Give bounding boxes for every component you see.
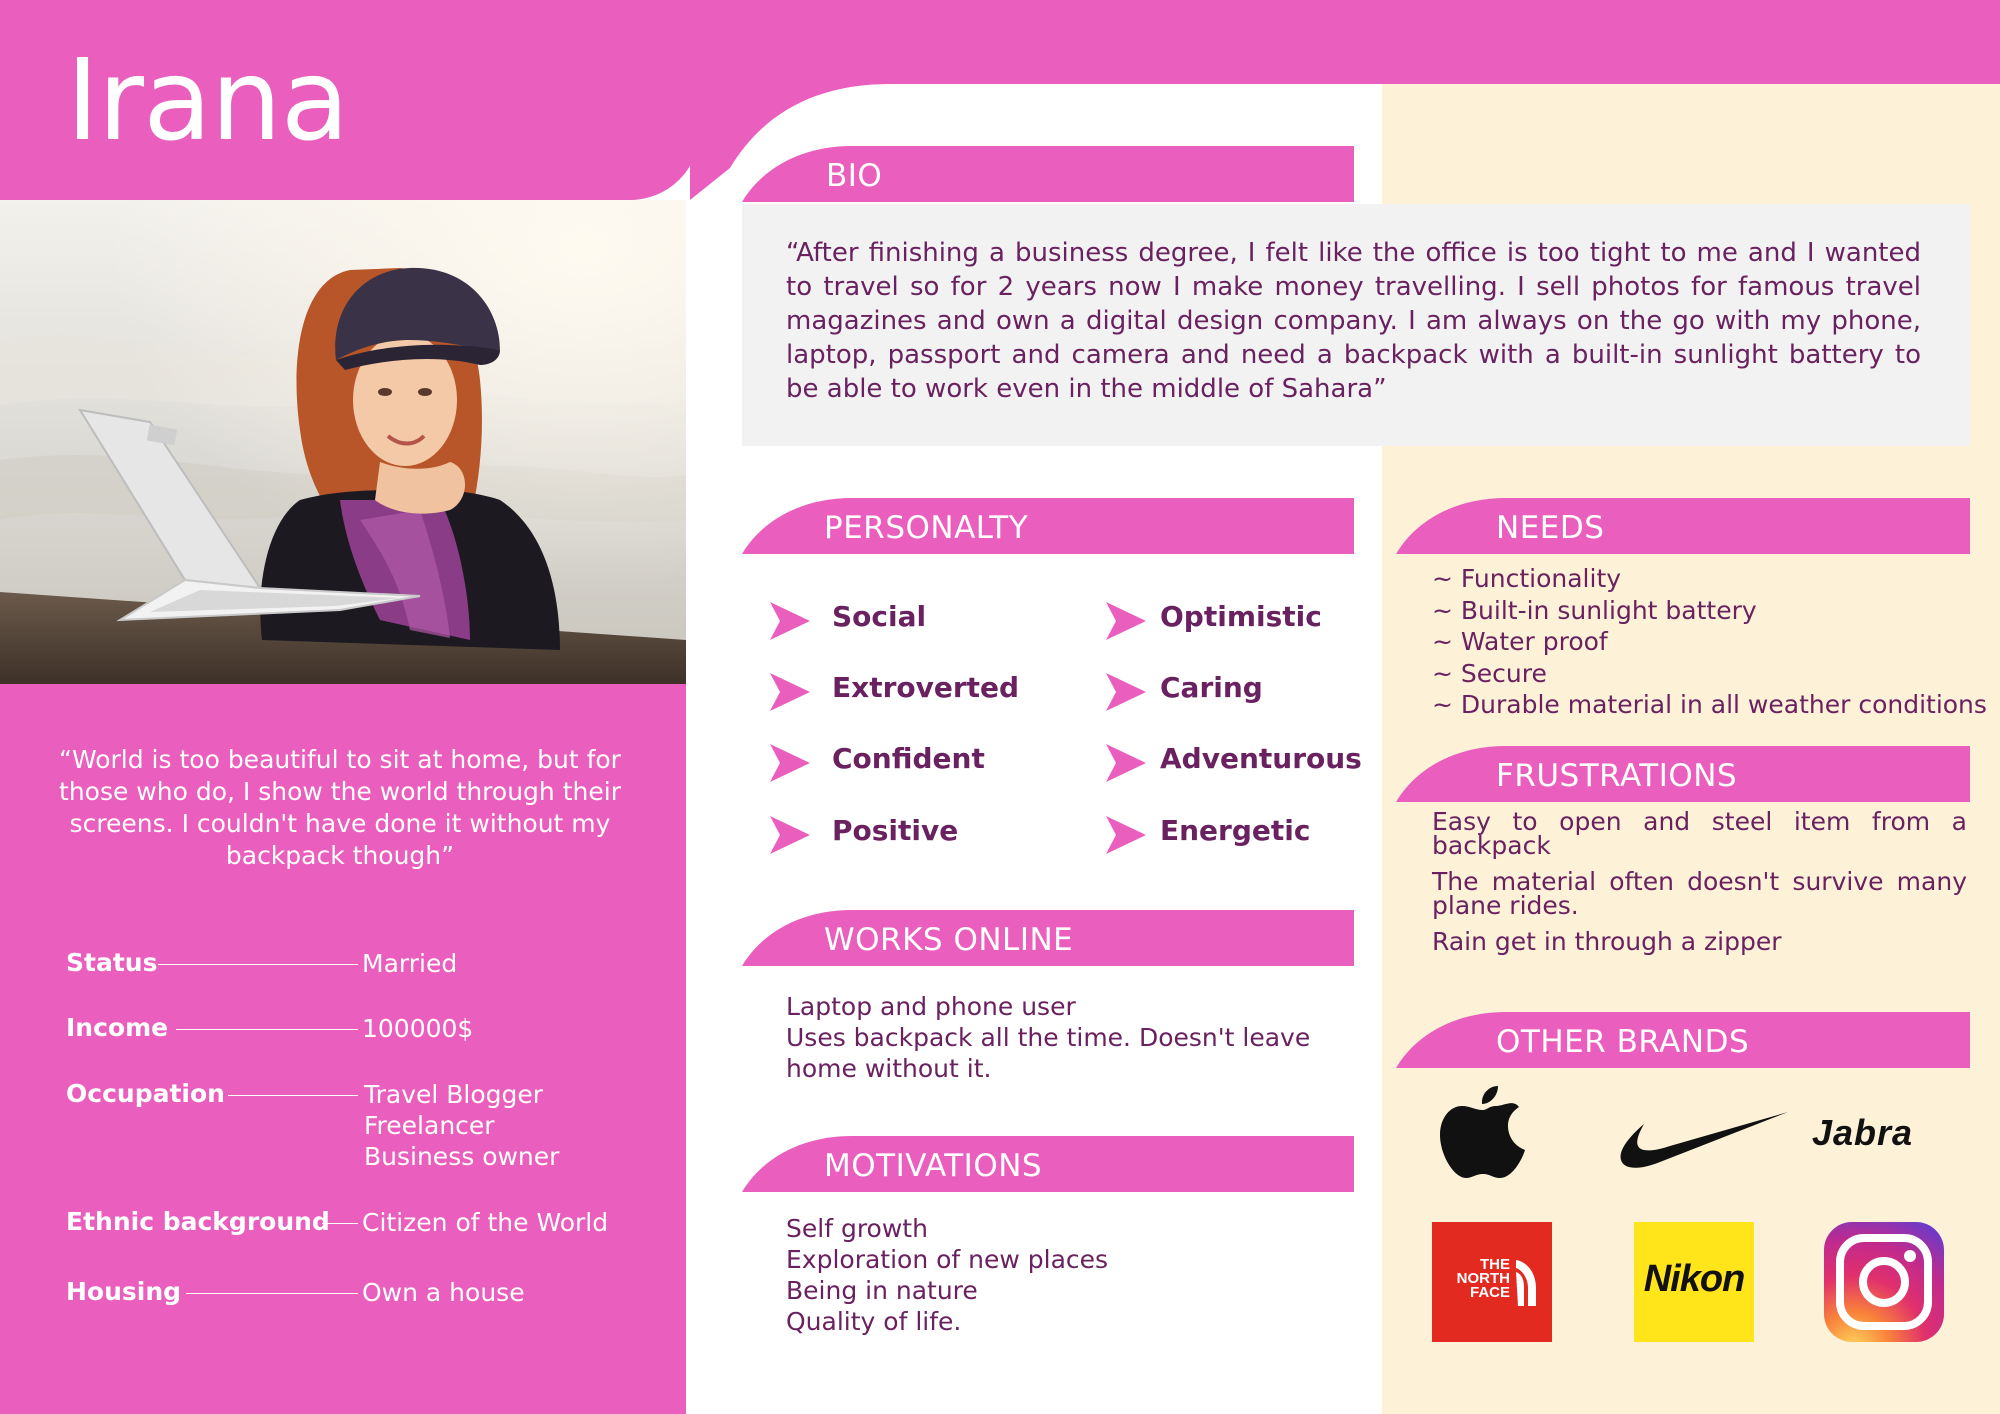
- nikon-logo-text: Nikon: [1643, 1258, 1745, 1300]
- nikon-logo: [1634, 1222, 1754, 1342]
- motivation-item: Self growth: [786, 1214, 928, 1243]
- arrow-icon: [768, 742, 812, 784]
- trait-label: Extroverted: [832, 671, 1020, 704]
- persona-quote: “World is too beautiful to sit at home, but for those who do, I show the world through their screens. I couldn't have done it without my backpack though”: [59, 745, 621, 870]
- trait-label: Confident: [832, 742, 985, 775]
- motivation-item: Being in nature: [786, 1276, 978, 1305]
- info-value: Own a house: [362, 1278, 525, 1307]
- section-title: OTHER BRANDS: [1496, 1024, 1750, 1060]
- section-header-frustrations: [1396, 746, 1970, 802]
- section-header-motivations: [742, 1136, 1354, 1192]
- persona-photo: [0, 200, 686, 684]
- need-item: ~ Functionality: [1432, 564, 1622, 593]
- info-connector: [228, 1095, 358, 1096]
- info-connector: [322, 1223, 358, 1224]
- trait-label: Social: [832, 600, 927, 633]
- apple-logo-icon: [1440, 1080, 1526, 1180]
- info-label: Ethnic background: [66, 1207, 330, 1236]
- info-value: Business owner: [364, 1142, 560, 1171]
- works-online-line: home without it.: [786, 1054, 992, 1083]
- arrow-icon: [1104, 814, 1148, 856]
- bio-text: “After finishing a business degree, I felt like the office is too tight to me and I wanted to travel so for 2 years now I make money travelling. I sell photos for famous travel magazines and own a digital design company. I am always on the go with my phone, laptop, passport and camera and need a backpack with a built-in sunlight battery to be able to work even in the middle of Sahara”: [786, 238, 1921, 404]
- motivation-item: Quality of life.: [786, 1307, 962, 1336]
- info-connector: [158, 964, 358, 965]
- section-title: WORKS ONLINE: [824, 922, 1074, 958]
- works-online-text: [786, 991, 1310, 1084]
- section-title: BIO: [826, 158, 883, 194]
- section-header-bio: [742, 146, 1354, 202]
- trait-label: Positive: [832, 814, 959, 847]
- trait-label: Optimistic: [1160, 600, 1322, 633]
- info-row-housing: [66, 1277, 666, 1311]
- info-connector: [186, 1293, 358, 1294]
- info-row-occupation: [66, 1079, 666, 1189]
- info-value: 100000$: [362, 1014, 474, 1043]
- arrow-icon: [1104, 671, 1148, 713]
- instagram-logo-icon: [1824, 1222, 1944, 1342]
- arrow-icon: [1104, 742, 1148, 784]
- need-item: ~ Durable material in all weather conditions: [1432, 690, 1987, 719]
- needs-list: [1432, 563, 1987, 721]
- trait-label: Adventurous: [1160, 742, 1362, 775]
- section-header-other-brands: [1396, 1012, 1970, 1068]
- info-value: Citizen of the World: [362, 1208, 609, 1237]
- section-title: MOTIVATIONS: [824, 1148, 1043, 1184]
- info-label: Status: [66, 948, 158, 977]
- motivations-list: [786, 1213, 1108, 1337]
- trait-label: Caring: [1160, 671, 1263, 704]
- section-title: FRUSTRATIONS: [1496, 758, 1738, 794]
- arrow-icon: [768, 671, 812, 713]
- info-connector: [176, 1029, 358, 1030]
- frustration-item: Rain get in through a zipper: [1432, 927, 1782, 956]
- info-row-income: [66, 1013, 666, 1047]
- arrow-icon: [768, 600, 812, 642]
- nike-logo-icon: [1620, 1110, 1788, 1170]
- trait-label: Energetic: [1160, 814, 1311, 847]
- section-header-personality: [742, 498, 1354, 554]
- the-north-face-logo: [1432, 1222, 1552, 1342]
- section-header-needs: [1396, 498, 1970, 554]
- works-online-line: Laptop and phone user: [786, 992, 1076, 1021]
- need-item: ~ Water proof: [1432, 627, 1608, 656]
- info-row-ethnic-background: [66, 1207, 666, 1241]
- need-item: ~ Built-in sunlight battery: [1432, 595, 1757, 625]
- info-label: Occupation: [66, 1079, 225, 1108]
- info-label: Housing: [66, 1277, 182, 1306]
- tnf-logo-text: NORTH: [1456, 1270, 1510, 1287]
- tnf-logo-text: FACE: [1469, 1284, 1510, 1301]
- persona-name: Irana: [66, 36, 349, 166]
- info-row-status: [66, 948, 666, 982]
- jabra-logo: Jabra: [1812, 1112, 1914, 1153]
- tnf-logo-text: THE: [1480, 1256, 1510, 1273]
- section-title: PERSONALTY: [824, 510, 1029, 546]
- info-value: Travel Blogger: [364, 1080, 544, 1109]
- info-value: Freelancer: [364, 1111, 495, 1140]
- info-label: Income: [66, 1013, 169, 1042]
- arrow-icon: [768, 814, 812, 856]
- frustration-item: Easy to open and steel item from a backpack: [1432, 807, 1967, 860]
- motivation-item: Exploration of new places: [786, 1245, 1109, 1274]
- section-header-works-online: [742, 910, 1354, 966]
- works-online-line: Uses backpack all the time. Doesn't leave: [786, 1023, 1311, 1052]
- section-title: NEEDS: [1496, 510, 1605, 546]
- info-value: Married: [362, 949, 458, 978]
- need-item: ~ Secure: [1432, 658, 1547, 688]
- arrow-icon: [1104, 600, 1148, 642]
- frustrations-list: [1432, 807, 1967, 966]
- frustration-item: The material often doesn't survive many plane rides.: [1432, 867, 1967, 920]
